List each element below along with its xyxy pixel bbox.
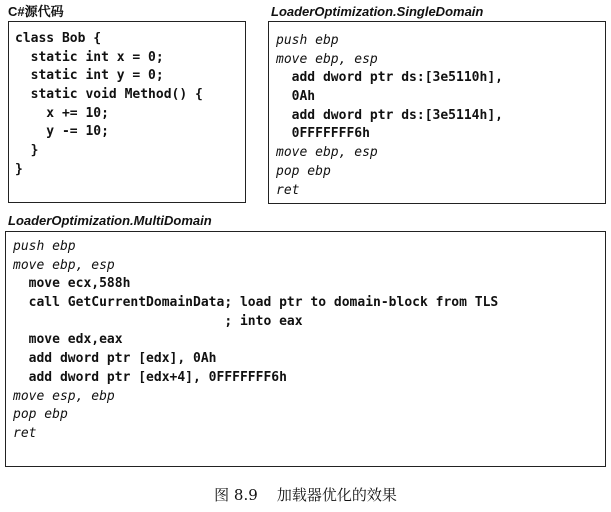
code-line: class Bob {	[15, 31, 102, 46]
code-line: pop ebp	[13, 407, 68, 423]
csharp-label: C#源代码	[8, 4, 64, 19]
code-line: ; into eax	[13, 313, 303, 329]
code-line: y -= 10;	[15, 124, 109, 140]
code-line: 0FFFFFFF6h	[276, 126, 370, 142]
single-domain-code	[276, 32, 503, 200]
code-line: static int x = 0;	[15, 49, 164, 65]
code-line: move ecx,588h	[13, 276, 131, 292]
multi-domain-code	[13, 238, 498, 444]
code-line: }	[15, 161, 23, 177]
code-line: move edx,eax	[13, 332, 123, 348]
figure-caption: 图 8.9 加载器优化的效果	[214, 486, 397, 504]
code-line: move ebp, esp	[13, 257, 115, 273]
code-line: push ebp	[13, 239, 76, 254]
csharp-code-box	[8, 21, 246, 203]
code-line: add dword ptr [edx], 0Ah	[13, 351, 217, 367]
csharp-code	[15, 30, 203, 180]
code-line: call GetCurrentDomainData; load ptr to domain-block from TLS	[13, 295, 499, 311]
code-line: move esp, ebp	[13, 388, 115, 404]
multi-domain-label: LoaderOptimization.MultiDomain	[8, 213, 212, 228]
code-line: move ebp, esp	[276, 145, 378, 161]
code-line: static int y = 0;	[15, 68, 164, 84]
code-line: pop ebp	[276, 163, 331, 179]
single-domain-code-box	[268, 21, 606, 204]
code-line: add dword ptr [edx+4], 0FFFFFFF6h	[13, 369, 287, 385]
code-line: static void Method() {	[15, 87, 203, 103]
code-line: ret	[13, 425, 37, 441]
multi-domain-code-box	[5, 231, 606, 467]
code-line: }	[15, 143, 39, 159]
code-line: move ebp, esp	[276, 51, 378, 67]
code-line: add dword ptr ds:[3e5110h],	[276, 70, 503, 86]
code-line: x += 10;	[15, 105, 109, 121]
code-line: push ebp	[276, 33, 339, 48]
code-line: add dword ptr ds:[3e5114h],	[276, 107, 503, 123]
code-line: 0Ah	[276, 89, 316, 105]
code-line: ret	[276, 182, 300, 198]
single-domain-label: LoaderOptimization.SingleDomain	[271, 4, 484, 19]
